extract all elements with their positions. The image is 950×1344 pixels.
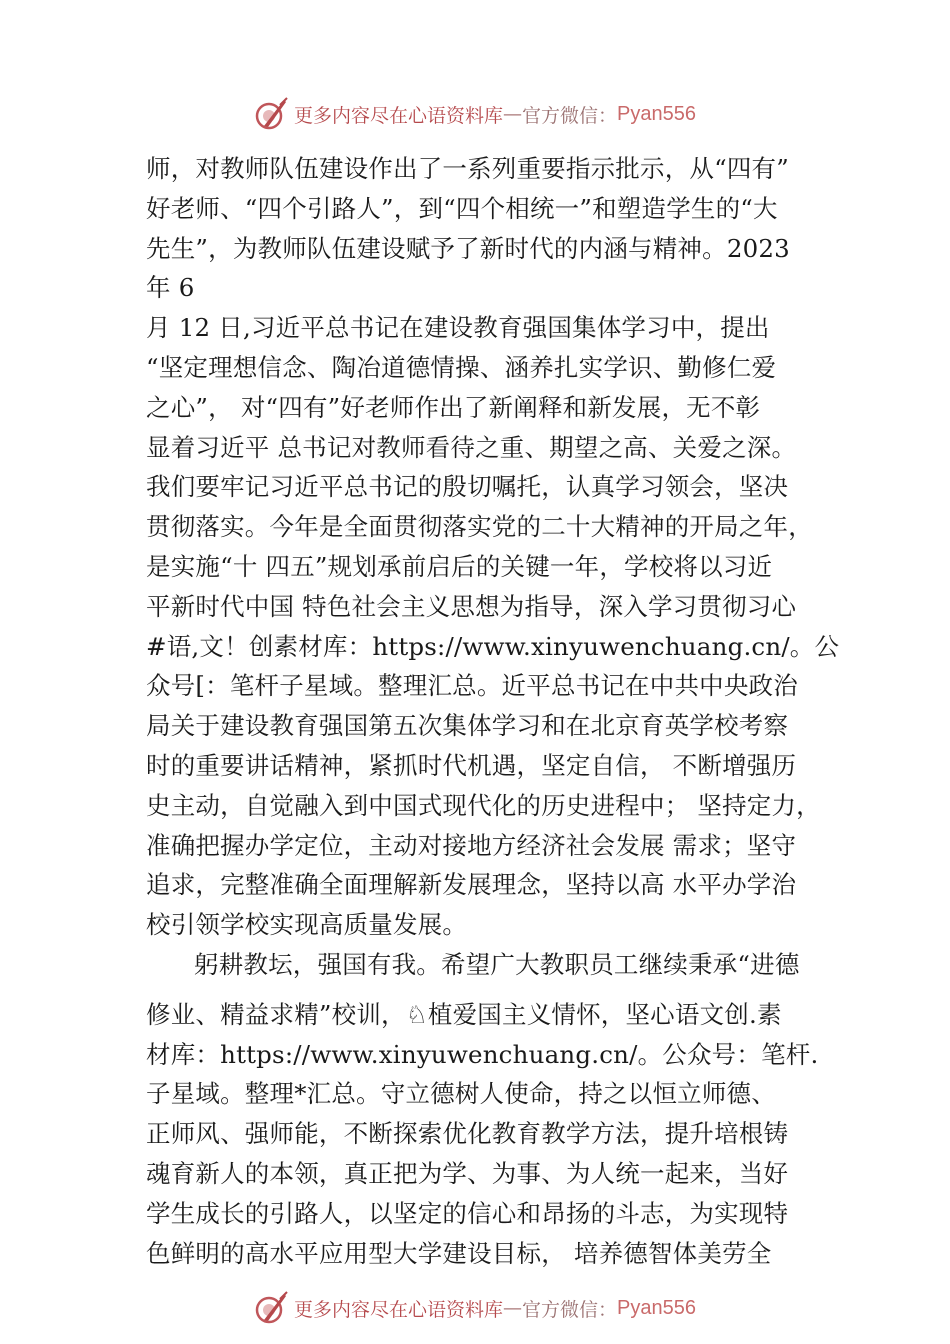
- body-line: 准确把握办学定位，主动对接地方经济社会发展 需求；坚守: [146, 830, 797, 860]
- body-line: 月 12 日,习近平总书记在建设教育强国集体学习中，提出: [146, 313, 770, 343]
- body-line: 时的重要讲话精神，紧抓时代机遇，坚定自信， 不断增强历: [146, 750, 797, 780]
- quill-logo-icon: [254, 96, 290, 132]
- header-banner-wechat-label: 官方微信：: [522, 104, 618, 127]
- body-line: 平新时代中国 特色社会主义思想为指导，深入学习贯彻习心: [146, 591, 797, 621]
- footer-banner: [0, 1288, 950, 1328]
- body-line: 史主动，自觉融入到中国式现代化的历史进程中； 坚持定力，: [146, 790, 821, 820]
- body-line: 众号[：笔杆子星域。整理汇总。近平总书记在中共中央政治: [146, 671, 798, 701]
- body-line: 学生成长的引路人，以坚定的信心和昂扬的斗志，为实现特: [146, 1198, 789, 1228]
- body-line: 魂育新人的本领，真正把为学、为事、为人统一起来，当好: [146, 1158, 789, 1188]
- footer-banner-title: 更多内容尽在心语资料库: [294, 1298, 504, 1321]
- body-line: 追求，完整准确全面理解新发展理念，坚持以高 水平办学治: [146, 870, 797, 900]
- body-line: 师，对教师队伍建设作出了一系列重要指示批示，从“四有”: [146, 154, 789, 183]
- header-banner-title: 更多内容尽在心语资料库: [294, 104, 504, 127]
- body-line-paragraph-start: 躬耕教坛，强国有我。希望广大教职员工继续秉承“进德: [194, 949, 800, 979]
- body-line: 贯彻落实。今年是全面贯彻落实党的二十大精神的开局之年，: [146, 512, 813, 542]
- header-banner-separator: —: [503, 103, 523, 125]
- quill-logo-icon: [254, 1290, 290, 1326]
- body-line: #语,文！创素材库：https://www.xinyuwenchuang.cn/。公: [146, 631, 840, 661]
- body-line: “坚定理想信念、陶冶道德情操、涵养扎实学识、勤修仁爱: [146, 352, 777, 382]
- body-line: 子星域。整理*汇总。守立德树人使命，持之以恒立师德、: [146, 1079, 776, 1109]
- body-line: 我们要牢记习近平总书记的殷切嘱托，认真学习领会，坚决: [146, 472, 789, 502]
- body-line: 修业、精益求精”校训，♘植爱国主义情怀，坚心语文创.素: [146, 999, 782, 1029]
- body-line: 局关于建设教育强国第五次集体学习和在北京育英学校考察: [146, 711, 789, 741]
- body-line: 显着习近平 总书记对教师看待之重、期望之高、关爱之深。: [146, 432, 797, 462]
- body-line: 材库：https://www.xinyuwenchuang.cn/。公众号：笔杆.: [146, 1039, 819, 1069]
- footer-banner-wechat-id: Pyan556: [617, 1296, 696, 1319]
- body-line: 校引领学校实现高质量发展。: [146, 910, 468, 940]
- footer-banner-separator: —: [503, 1297, 523, 1319]
- document-body: [146, 149, 846, 1273]
- body-line: 年 6: [146, 273, 195, 303]
- body-line: 是实施“十 四五”规划承前启后的关键一年，学校将以习近: [146, 551, 773, 581]
- footer-banner-wechat-label: 官方微信：: [522, 1298, 618, 1321]
- body-line: 色鲜明的高水平应用型大学建设目标， 培养德智体美劳全: [146, 1238, 772, 1268]
- header-banner: [0, 94, 950, 134]
- body-line: 先生”，为教师队伍建设赋予了新时代的内涵与精神。2023: [146, 233, 790, 263]
- body-line: 好老师、“四个引路人”，到“四个相统一”和塑造学生的“大: [146, 193, 778, 223]
- body-line: 之心”， 对“四有”好老师作出了新阐释和新发展，无不彰: [146, 392, 761, 422]
- header-banner-wechat-id: Pyan556: [617, 102, 696, 125]
- body-line: 正师风、强师能，不断探索优化教育教学方法，提升培根铸: [146, 1119, 789, 1149]
